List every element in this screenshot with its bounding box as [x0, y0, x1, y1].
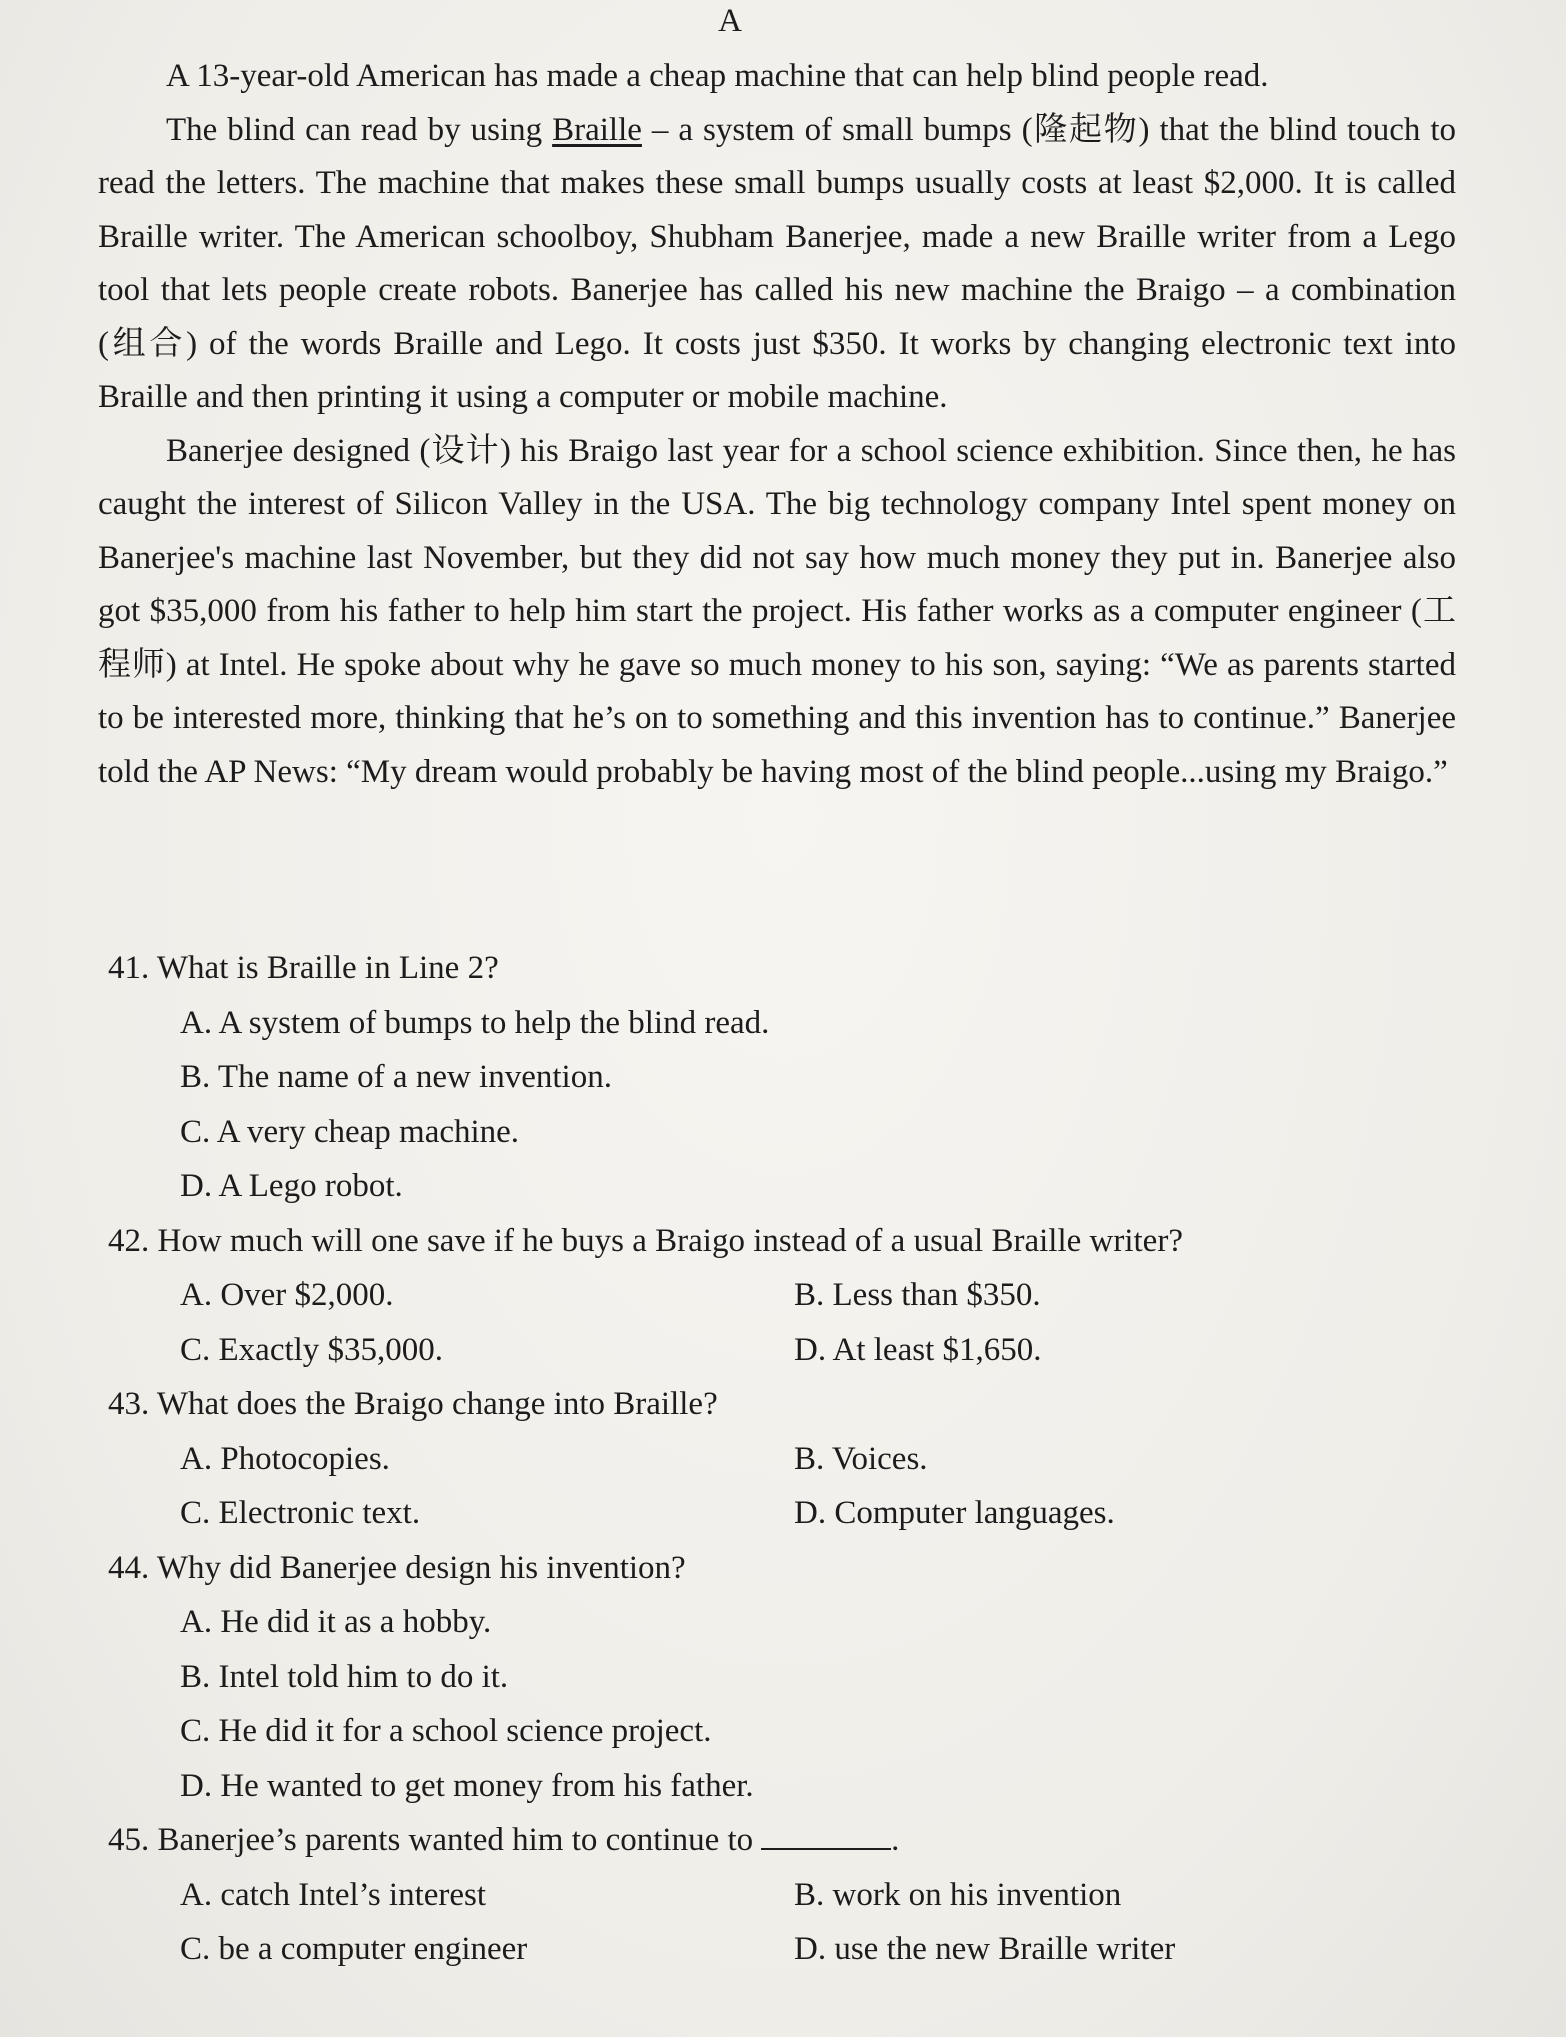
- question-43-option-d: D. Computer languages.: [794, 1495, 1115, 1531]
- question-41-option-a: A. A system of bumps to help the blind read.: [180, 1004, 770, 1041]
- question-42: [108, 1214, 1468, 1378]
- question-42-stem: 42. How much will one save if he buys a Braigo instead of a usual Braille writer?: [108, 1222, 1183, 1259]
- question-45-stem: 45. Banerjee’s parents wanted him to continue to: [108, 1822, 754, 1858]
- question-45-option-b: B. work on his invention: [794, 1876, 1122, 1913]
- question-43: [108, 1377, 1468, 1541]
- question-44: [108, 1541, 1468, 1814]
- question-42-options: [108, 1268, 1468, 1377]
- question-44-option-d: D. He wanted to get money from his father.: [180, 1767, 754, 1804]
- question-41-option-c: C. A very cheap machine.: [180, 1113, 520, 1150]
- passage-paragraph-1-text: A 13-year-old American has made a cheap machine that can help blind people read.: [166, 58, 1269, 94]
- question-45-option-a: A. catch Intel’s interest: [180, 1876, 487, 1913]
- passage-paragraph-3: [98, 425, 1456, 800]
- question-42-option-d: D. At least $1,650.: [794, 1331, 1042, 1368]
- question-41-stem: 41. What is Braille in Line 2?: [108, 950, 499, 986]
- question-42-option-b: B. Less than $350.: [794, 1277, 1041, 1313]
- reading-passage: [98, 50, 1456, 799]
- passage-paragraph-2-rest: – a system of small bumps (隆起物) that the blind touch to read the letters. The machine that makes these small bumps usually costs at least $2,000. It is called Braille writer. The American schoolboy, Shubham Banerjee, made a new Braille writer from a Lego tool that lets people create robots. Banerjee has called his new machine the Braigo – a combination (组合) of the words Braille and Lego. It costs just $350. It works by changing electronic text into Braille and then printing it using a computer or mobile machine.: [98, 111, 1456, 415]
- question-42-option-a: A. Over $2,000.: [180, 1277, 394, 1313]
- passage-paragraph-2: [98, 104, 1456, 425]
- question-44-options: [108, 1595, 1468, 1813]
- question-list: [108, 941, 1468, 1977]
- question-44-option-c: C. He did it for a school science project.: [180, 1713, 712, 1749]
- question-44-option-b: B. Intel told him to do it.: [180, 1658, 509, 1695]
- question-43-options: [108, 1432, 1468, 1541]
- question-43-option-b: B. Voices.: [794, 1440, 928, 1477]
- question-44-option-a: A. He did it as a hobby.: [180, 1604, 492, 1640]
- question-44-stem: 44. Why did Banerjee design his invention?: [108, 1549, 686, 1586]
- question-42-option-c: C. Exactly $35,000.: [180, 1331, 444, 1368]
- question-45-stem-line: [108, 1813, 1468, 1868]
- question-45-option-d: D. use the new Braille writer: [794, 1931, 1176, 1967]
- section-letter: A: [718, 3, 742, 39]
- question-45: [108, 1813, 1468, 1977]
- question-41-option-b: B. The name of a new invention.: [180, 1059, 612, 1095]
- question-43-option-c: C. Electronic text.: [180, 1495, 421, 1531]
- question-41-options: [108, 996, 1468, 1214]
- passage-paragraph-1: [98, 50, 1456, 104]
- question-41-option-d: D. A Lego robot.: [180, 1168, 403, 1204]
- question-45-options: [108, 1868, 1468, 1977]
- question-43-stem: 43. What does the Braigo change into Braille?: [108, 1386, 718, 1422]
- question-45-stem-end: .: [891, 1822, 900, 1858]
- underlined-word-braille: Braille: [552, 111, 642, 148]
- question-43-option-a: A. Photocopies.: [180, 1440, 390, 1477]
- question-45-option-c: C. be a computer engineer: [180, 1931, 528, 1967]
- answer-blank: [761, 1818, 891, 1850]
- passage-paragraph-2-start: The blind can read by using: [166, 111, 553, 148]
- question-41: [108, 941, 1468, 1214]
- passage-paragraph-3-text: Banerjee designed (设计) his Braigo last year for a school science exhibition. Since then, he has caught the interest of Silicon Valley in the USA. The big technology company Intel spent money on Banerjee's machine last November, but they did not say how much money they put in. Banerjee also got $35,000 from his father to help him start the project. His father works as a computer engineer (工程师) at Intel. He spoke about why he gave so much money to his son, saying: “We as parents started to be interested more, thinking that he’s on to something and this invention has to continue.” Banerjee told the AP News: “My dream would probably be having most of the blind people...using my Braigo.”: [98, 432, 1456, 790]
